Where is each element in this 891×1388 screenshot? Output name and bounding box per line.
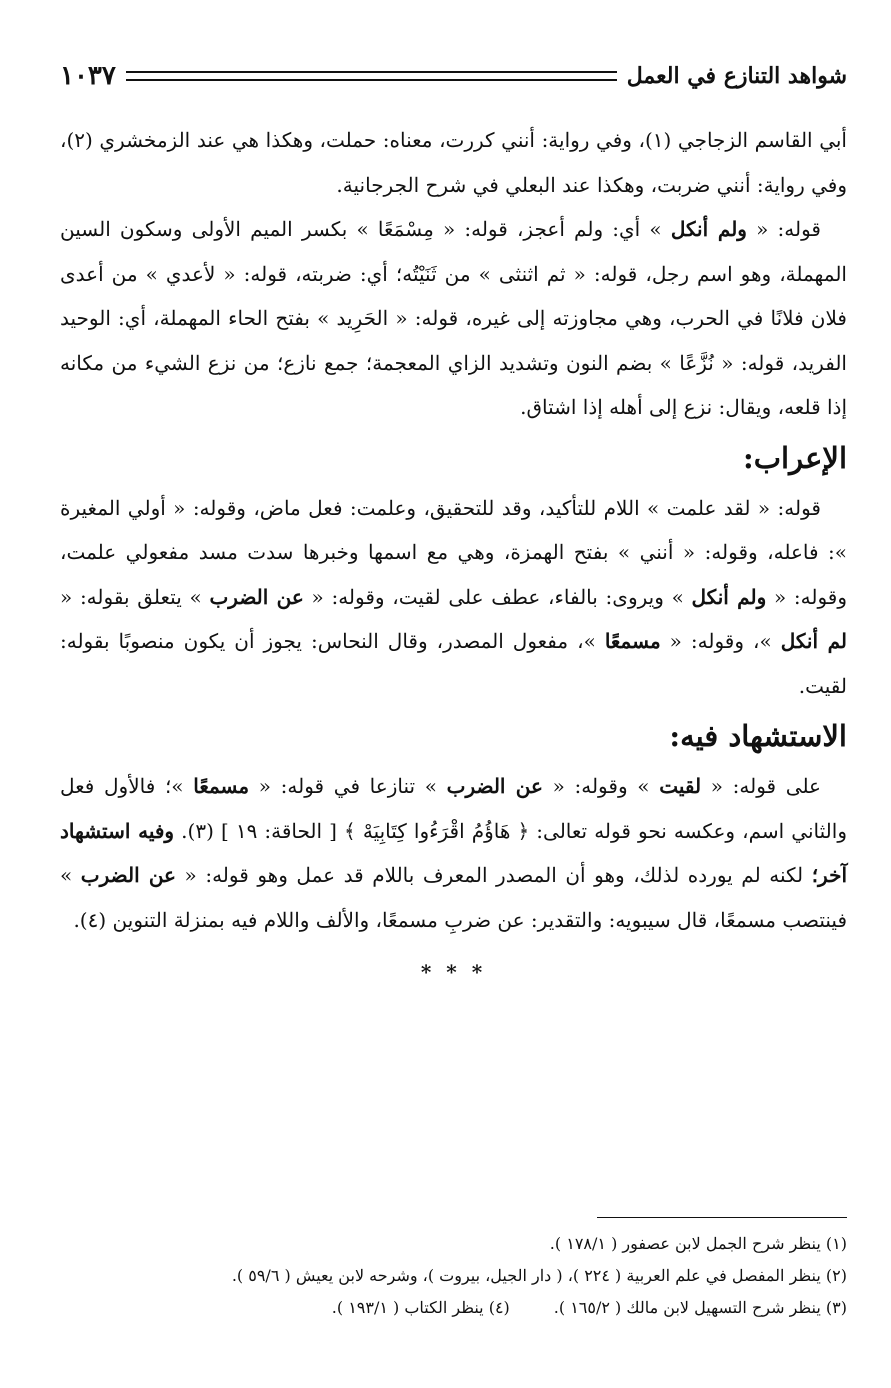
paragraph-istishhad <box>60 764 847 942</box>
footnotes <box>60 1228 847 1324</box>
heading-irab: الإعراب: <box>743 440 847 475</box>
footnote-rule <box>597 1217 847 1218</box>
paragraph-vocabulary <box>60 207 847 430</box>
page-number: ١٠٣٧ <box>60 61 116 91</box>
text-run: » يتعلق بقوله: « <box>60 584 210 609</box>
bold-term: لقيت <box>659 774 702 798</box>
bold-term: ولم أنكل <box>691 584 767 609</box>
text-run: »، وقوله: « <box>660 629 781 653</box>
text-run: » وقوله: « <box>542 774 660 798</box>
section-separator: * * * <box>420 960 487 984</box>
running-title: شواهد التنازع في العمل <box>626 63 847 89</box>
text-run: » تنازعا في قوله: « <box>249 774 447 798</box>
header-rule <box>126 71 617 81</box>
bold-term: لم أنكل <box>780 629 848 653</box>
text-run: »، مفعول المصدر، وقال النحاس: يجوز أن يكون منصوبًا بقوله: لقيت. <box>60 629 847 698</box>
text-run: »؛ فالأول فعل والثاني اسم، وعكسه نحو قوله تعالى: ﴿ هَاؤُمُ اقْرَءُوا كِتَابِيَهْ ﴾ [ الحاقة: ١٩ ] (٣). <box>60 774 847 843</box>
text-run: » ويروى: بالفاء، عطف على لقيت، وقوله: « <box>303 584 692 609</box>
bold-term: ولم أنكل <box>670 217 747 241</box>
bold-term: مسمعًا <box>193 774 250 798</box>
bold-term: وفيه استشهاد آخر؛ <box>60 818 848 887</box>
footnote-2: (٢) ينظر المفصل في علم العربية ( ٢٢٤ )، ( دار الجيل، بيروت )، وشرحه لابن يعيش ( ٥٩/٦ ). <box>231 1266 847 1285</box>
main-text <box>60 118 847 995</box>
bold-term: عن الضرب <box>80 863 176 887</box>
footnote-3: (٣) ينظر شرح التسهيل لابن مالك ( ١٦٥/٢ ). <box>553 1298 847 1317</box>
footnote-4: (٤) ينظر الكتاب ( ١٩٣/١ ). <box>331 1298 510 1317</box>
paragraph-irab <box>60 486 847 709</box>
footnote-1: (١) ينظر شرح الجمل لابن عصفور ( ١٧٨/١ ). <box>549 1234 847 1253</box>
text-run: قوله: « <box>746 217 821 241</box>
page-header <box>60 56 847 96</box>
bold-term: مسمعًا <box>604 629 661 653</box>
text-run: » أي: ولم أعجز، قوله: « مِسْمَعًا » بكسر الميم الأولى وسكون السين المهملة، وهو اسم رجل، قوله: « ثم اثنثى » من ثَنَيْتُه؛ أي: ضربته، قوله: « لأعدي » من أعدى فلان فلانًا في الحرب، وهي مجاوزته إلى غيره، قوله: « الحَرِيد » بفتح الحاء المهملة، أي: الوحيد الفريد، قوله: « نُزَّعًا » بضم النون وتشديد الزاي المعجمة؛ جمع نازع؛ من نزع الشيء من مكانه إذا قلعه، ويقال: نزع إلى أهله إذا اشتاق. <box>60 217 847 419</box>
text-run: لكنه لم يورده لذلك، وهو أن المصدر المعرف باللام قد عمل وهو قوله: « <box>175 863 812 887</box>
text-run: على قوله: « <box>701 774 821 798</box>
text-run: » فينتصب مسمعًا، قال سيبويه: والتقدير: عن ضربِ مسمعًا، والألف واللام فيه بمنزلة التنوين (٤). <box>60 863 847 932</box>
bold-term: عن الضرب <box>446 774 543 798</box>
footnote-row-3-4 <box>60 1292 847 1324</box>
bold-term: عن الضرب <box>209 584 304 609</box>
text-run: قوله: « لقد علمت » اللام للتأكيد، وقد للتحقيق، وعلمت: فعل ماض، وقوله: « أولي المغيرة »: فاعله، وقوله: « أنني » بفتح الهمزة، وهي مع اسمها وخبرها سدت مسد مفعولي علمت، وقوله: « <box>60 495 848 609</box>
paragraph-continuation: أبي القاسم الزجاجي (١)، وفي رواية: أنني كررت، معناه: حملت، وهكذا هي عند الزمخشري (٢)، وفي رواية: أنني ضربت، وهكذا عند البعلي في شرح الجرجانية. <box>60 128 847 197</box>
heading-istishhad: الاستشهاد فيه: <box>669 719 847 753</box>
